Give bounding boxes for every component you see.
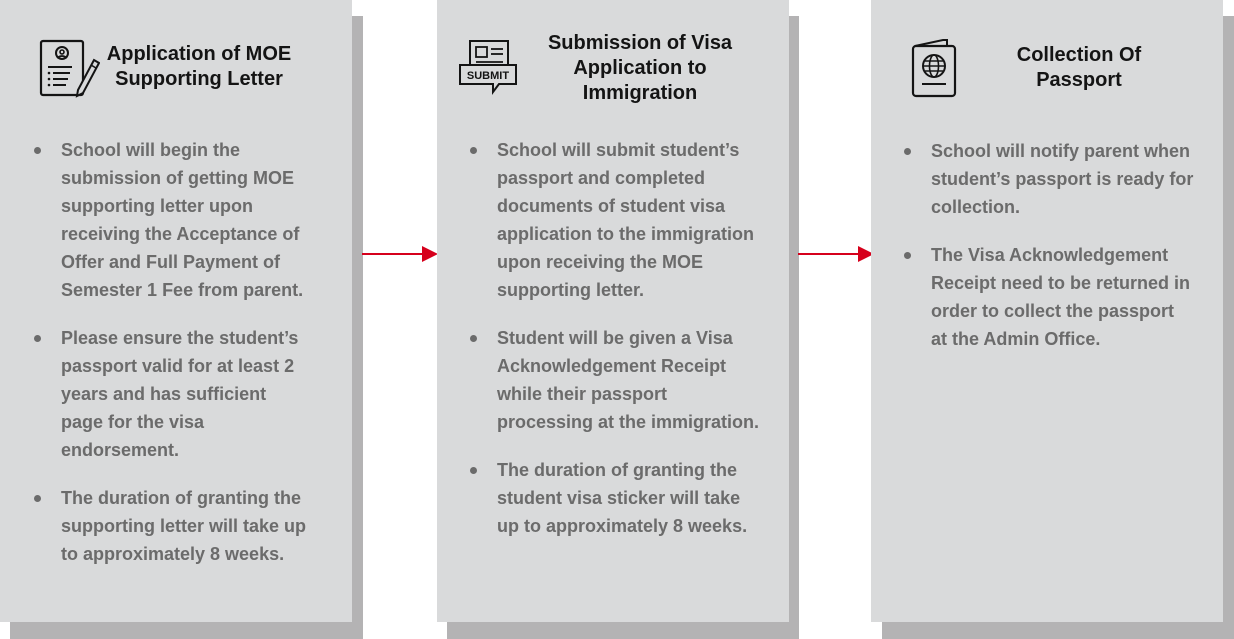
list-item: The duration of granting the supporting letter will take up to approximately 8 weeks. — [33, 484, 309, 568]
list-item: The Visa Acknowledgement Receipt need to be returned in order to collect the passport at the Admin Office. — [903, 241, 1195, 353]
list-item: School will submit student’s passport and completed documents of student visa application to the immigration upon receiving the MOE supporting letter. — [469, 136, 765, 304]
card-header — [437, 0, 789, 120]
list-item: School will notify parent when student’s passport is ready for collection. — [903, 137, 1195, 221]
submit-icon-text: SUBMIT — [466, 70, 510, 82]
list-item: School will begin the submission of getting MOE supporting letter upon receiving the Acceptance of Offer and Full Payment of Semester 1 Fee from parent. — [33, 136, 309, 304]
card-title: Application of MOE Supporting Letter — [106, 43, 292, 90]
list-item: Please ensure the student’s passport valid for at least 2 years and has sufficient page for the visa endorsement. — [33, 324, 309, 464]
flow-arrow-1 — [362, 244, 438, 264]
flow-arrow-2 — [798, 244, 874, 264]
submit-document-icon — [457, 38, 519, 100]
card-title: Collection Of Passport — [1016, 44, 1142, 91]
passport-icon — [909, 38, 971, 100]
card-header — [0, 0, 352, 120]
card-header — [871, 0, 1223, 120]
list-item: Student will be given a Visa Acknowledgement Receipt while their passport processing at the immigration. — [469, 324, 765, 436]
bullet-list — [903, 137, 1195, 373]
step-card-passport-collection — [871, 0, 1223, 622]
document-pen-icon — [38, 38, 100, 100]
bullet-list — [469, 136, 765, 560]
bullet-list — [33, 136, 309, 588]
card-title: Submission of Visa Application to Immigration — [547, 32, 733, 104]
list-item: The duration of granting the student visa sticker will take up to approximately 8 weeks. — [469, 456, 765, 540]
step-card-visa-submission — [437, 0, 789, 622]
step-card-moe-letter — [0, 0, 352, 622]
